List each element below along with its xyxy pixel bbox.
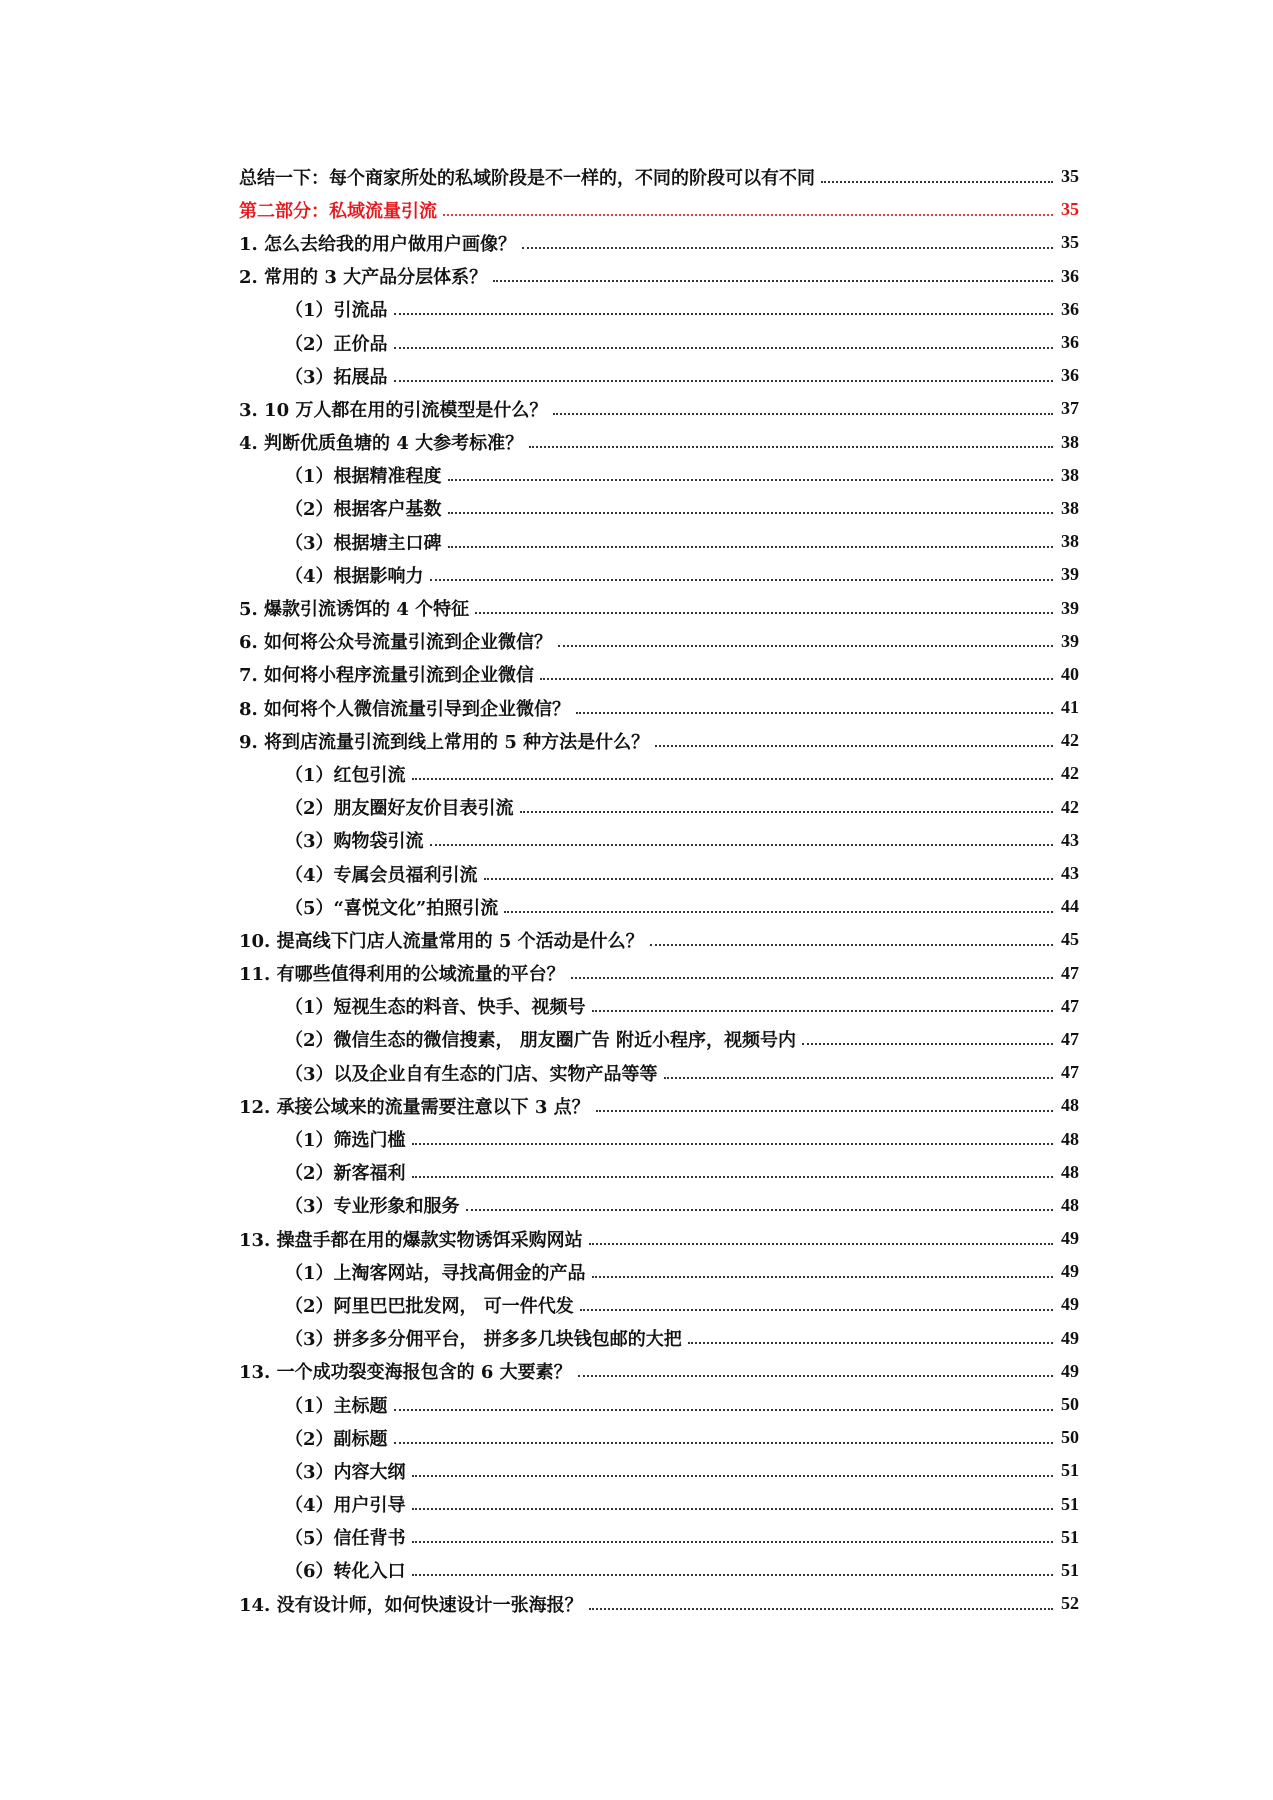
toc-page-number: 43	[1061, 863, 1079, 884]
toc-page-number: 36	[1061, 265, 1079, 286]
toc-page-number: 52	[1061, 1593, 1079, 1614]
toc-entry-title: 总结一下：每个商家所处的私域阶段是不一样的，不同的阶段可以有不同	[239, 167, 815, 189]
dot-leader	[596, 1110, 1053, 1112]
toc-page-number: 44	[1061, 896, 1079, 917]
toc-entry[interactable]	[239, 226, 1079, 259]
toc-subentry[interactable]	[239, 857, 1079, 890]
toc-page-number: 47	[1061, 995, 1079, 1016]
toc-page-number: 36	[1061, 332, 1079, 353]
toc-page-number: 42	[1061, 763, 1079, 784]
toc-entry-title: （2）新客福利	[285, 1163, 406, 1185]
dot-leader	[394, 380, 1053, 382]
toc-page-number: 49	[1061, 1228, 1079, 1249]
toc-subentry[interactable]	[239, 990, 1079, 1023]
toc-entry-title: 7. 如何将小程序流量引流到企业微信	[239, 665, 535, 687]
toc-entry-title: （3）拼多多分佣平台， 拼多多几块钱包邮的大把	[285, 1329, 682, 1351]
toc-entry-title: 3. 10 万人都在用的引流模型是什么？	[239, 399, 548, 421]
toc-subentry[interactable]	[239, 1288, 1079, 1321]
dot-leader	[529, 446, 1053, 448]
toc-subentry[interactable]	[239, 1421, 1079, 1454]
dot-leader	[443, 214, 1053, 216]
toc-page-number: 49	[1061, 1327, 1079, 1348]
toc-page-number: 51	[1061, 1460, 1079, 1481]
toc-subentry[interactable]	[239, 1521, 1079, 1554]
toc-entry-title: （2）微信生态的微信搜素， 朋友圈广告 附近小程序，视频号内	[285, 1030, 797, 1052]
toc-entry-title: （1）筛选门槛	[285, 1130, 406, 1152]
toc-page-number: 35	[1061, 232, 1079, 253]
toc-entry-title: 第二部分：私域流量引流	[239, 200, 437, 222]
toc-page-number: 41	[1061, 697, 1079, 718]
toc-entry-title: （1）上淘客网站，寻找高佣金的产品	[285, 1262, 586, 1284]
toc-entry[interactable]	[239, 724, 1079, 757]
toc-entry[interactable]	[239, 591, 1079, 624]
dot-leader	[448, 546, 1053, 548]
toc-entry-title: （2）朋友圈好友价目表引流	[285, 798, 514, 820]
toc-page-number: 38	[1061, 497, 1079, 518]
toc-entry[interactable]	[239, 260, 1079, 293]
toc-subentry[interactable]	[239, 1488, 1079, 1521]
dot-leader	[688, 1342, 1053, 1344]
dot-leader	[394, 313, 1053, 315]
dot-leader	[394, 1409, 1053, 1411]
toc-entry-title: 10. 提高线下门店人流量常用的 5 个活动是什么？	[239, 930, 644, 952]
dot-leader	[493, 280, 1053, 282]
toc-subentry[interactable]	[239, 757, 1079, 790]
toc-section-heading[interactable]	[239, 193, 1079, 226]
toc-entry[interactable]	[239, 923, 1079, 956]
toc-entry[interactable]	[239, 426, 1079, 459]
toc-subentry[interactable]	[239, 824, 1079, 857]
dot-leader	[475, 612, 1053, 614]
toc-page-number: 49	[1061, 1360, 1079, 1381]
dot-leader	[578, 1375, 1053, 1377]
toc-page-number: 51	[1061, 1559, 1079, 1580]
toc-entry[interactable]	[239, 625, 1079, 658]
toc-subentry[interactable]	[239, 326, 1079, 359]
toc-page-number: 48	[1061, 1095, 1079, 1116]
toc-entry-title: （3）以及企业自有生态的门店、实物产品等等	[285, 1063, 658, 1085]
dot-leader	[802, 1043, 1053, 1045]
dot-leader	[412, 778, 1053, 780]
dot-leader	[558, 645, 1053, 647]
toc-entry-title: 8. 如何将个人微信流量引导到企业微信？	[239, 698, 571, 720]
dot-leader	[412, 1176, 1053, 1178]
toc-entry-title: 1. 怎么去给我的用户做用户画像？	[239, 233, 517, 255]
dot-leader	[664, 1077, 1053, 1079]
toc-entry[interactable]	[239, 160, 1079, 193]
toc-entry[interactable]	[239, 691, 1079, 724]
toc-page-number: 45	[1061, 929, 1079, 950]
dot-leader	[540, 678, 1053, 680]
toc-entry[interactable]	[239, 1587, 1079, 1620]
toc-entry[interactable]	[239, 1222, 1079, 1255]
toc-entry-title: 13. 一个成功裂变海报包含的 6 大要素？	[239, 1362, 572, 1384]
toc-subentry[interactable]	[239, 459, 1079, 492]
toc-subentry[interactable]	[239, 1554, 1079, 1587]
dot-leader	[394, 1442, 1053, 1444]
toc-page-number: 35	[1061, 166, 1079, 187]
toc-page-number: 38	[1061, 431, 1079, 452]
toc-page-number: 51	[1061, 1526, 1079, 1547]
toc-subentry[interactable]	[239, 1255, 1079, 1288]
toc-subentry[interactable]	[239, 1056, 1079, 1089]
dot-leader	[589, 1608, 1053, 1610]
toc-entry-title: （1）根据精准程度	[285, 466, 442, 488]
toc-page-number: 38	[1061, 464, 1079, 485]
dot-leader	[504, 911, 1053, 913]
toc-page-number: 36	[1061, 365, 1079, 386]
toc-entry-title: （1）红包引流	[285, 764, 406, 786]
toc-entry-title: （3）根据塘主口碑	[285, 532, 442, 554]
toc-entry-title: （2）阿里巴巴批发网， 可一件代发	[285, 1295, 574, 1317]
toc-subentry[interactable]	[239, 1189, 1079, 1222]
toc-page-number: 51	[1061, 1493, 1079, 1514]
toc-subentry[interactable]	[239, 1454, 1079, 1487]
dot-leader	[412, 1574, 1053, 1576]
toc-page-number: 39	[1061, 630, 1079, 651]
dot-leader	[553, 413, 1053, 415]
toc-entry-title: 11. 有哪些值得利用的公域流量的平台？	[239, 964, 565, 986]
toc-entry-title: （3）拓展品	[285, 366, 388, 388]
toc-page-number: 42	[1061, 730, 1079, 751]
toc-entry-title: 2. 常用的 3 大产品分层体系？	[239, 267, 488, 289]
toc-entry-title: 6. 如何将公众号流量引流到企业微信？	[239, 632, 553, 654]
toc-entry-title: 5. 爆款引流诱饵的 4 个特征	[239, 599, 470, 621]
toc-entry-title: 13. 操盘手都在用的爆款实物诱饵采购网站	[239, 1229, 583, 1251]
dot-leader	[571, 977, 1053, 979]
toc-page-number: 50	[1061, 1427, 1079, 1448]
toc-entry[interactable]	[239, 957, 1079, 990]
dot-leader	[520, 811, 1053, 813]
dot-leader	[412, 1143, 1053, 1145]
dot-leader	[412, 1541, 1053, 1543]
toc-page-number: 50	[1061, 1394, 1079, 1415]
toc-subentry[interactable]	[239, 558, 1079, 591]
toc-page-number: 47	[1061, 1028, 1079, 1049]
toc-entry-title: （3）专业形象和服务	[285, 1196, 460, 1218]
toc-page-number: 47	[1061, 1062, 1079, 1083]
toc-entry-title: （1）主标题	[285, 1395, 388, 1417]
toc-page-number: 39	[1061, 564, 1079, 585]
dot-leader	[522, 247, 1053, 249]
toc-entry[interactable]	[239, 658, 1079, 691]
toc-entry-title: （4）根据影响力	[285, 565, 424, 587]
toc-page-number: 37	[1061, 398, 1079, 419]
toc-entry-title: （2）根据客户基数	[285, 499, 442, 521]
dot-leader	[448, 479, 1053, 481]
dot-leader	[448, 512, 1053, 514]
toc-page-number: 48	[1061, 1128, 1079, 1149]
toc-subentry[interactable]	[239, 293, 1079, 326]
toc-entry-title: （1）引流品	[285, 300, 388, 322]
toc-entry[interactable]	[239, 1355, 1079, 1388]
dot-leader	[430, 579, 1053, 581]
toc-page-number: 42	[1061, 796, 1079, 817]
toc-subentry[interactable]	[239, 492, 1079, 525]
toc-page-number: 48	[1061, 1161, 1079, 1182]
dot-leader	[589, 1243, 1053, 1245]
toc-subentry[interactable]	[239, 1122, 1079, 1155]
toc-page-number: 39	[1061, 597, 1079, 618]
toc-entry[interactable]	[239, 1089, 1079, 1122]
toc-entry-title: 12. 承接公域来的流量需要注意以下 3 点？	[239, 1096, 590, 1118]
table-of-contents	[239, 160, 1079, 1620]
toc-subentry[interactable]	[239, 1156, 1079, 1189]
dot-leader	[430, 844, 1053, 846]
toc-subentry[interactable]	[239, 791, 1079, 824]
toc-entry-title: （3）内容大纲	[285, 1461, 406, 1483]
toc-subentry[interactable]	[239, 525, 1079, 558]
dot-leader	[394, 347, 1053, 349]
toc-entry-title: 14. 没有设计师，如何快速设计一张海报？	[239, 1594, 583, 1616]
toc-entry-title: （3）购物袋引流	[285, 831, 424, 853]
toc-page-number: 49	[1061, 1261, 1079, 1282]
toc-page-number: 35	[1061, 199, 1079, 220]
toc-page-number: 38	[1061, 531, 1079, 552]
toc-page-number: 40	[1061, 663, 1079, 684]
toc-entry-title: （4）专属会员福利引流	[285, 864, 478, 886]
dot-leader	[580, 1309, 1053, 1311]
toc-subentry[interactable]	[239, 1322, 1079, 1355]
toc-page-number: 47	[1061, 962, 1079, 983]
toc-entry-title: （5）“喜悦文化”拍照引流	[285, 897, 499, 919]
toc-entry-title: （5）信任背书	[285, 1528, 406, 1550]
dot-leader	[592, 1010, 1053, 1012]
toc-page-number: 48	[1061, 1194, 1079, 1215]
toc-entry-title: 4. 判断优质鱼塘的 4 大参考标准？	[239, 433, 524, 455]
dot-leader	[655, 745, 1053, 747]
toc-entry-title: （6）转化入口	[285, 1561, 406, 1583]
dot-leader	[576, 712, 1053, 714]
toc-page-number: 43	[1061, 829, 1079, 850]
dot-leader	[821, 181, 1053, 183]
toc-subentry[interactable]	[239, 1023, 1079, 1056]
toc-entry-title: （1）短视生态的料音、快手、视频号	[285, 997, 586, 1019]
toc-entry[interactable]	[239, 392, 1079, 425]
dot-leader	[412, 1475, 1053, 1477]
dot-leader	[466, 1209, 1053, 1211]
dot-leader	[484, 878, 1053, 880]
toc-entry-title: （2）副标题	[285, 1428, 388, 1450]
toc-subentry[interactable]	[239, 890, 1079, 923]
toc-entry-title: 9. 将到店流量引流到线上常用的 5 种方法是什么？	[239, 731, 650, 753]
dot-leader	[592, 1276, 1053, 1278]
dot-leader	[412, 1508, 1053, 1510]
toc-page-number: 49	[1061, 1294, 1079, 1315]
toc-entry-title: （4）用户引导	[285, 1495, 406, 1517]
toc-subentry[interactable]	[239, 359, 1079, 392]
toc-subentry[interactable]	[239, 1388, 1079, 1421]
toc-page-number: 36	[1061, 298, 1079, 319]
toc-entry-title: （2）正价品	[285, 333, 388, 355]
dot-leader	[650, 944, 1053, 946]
